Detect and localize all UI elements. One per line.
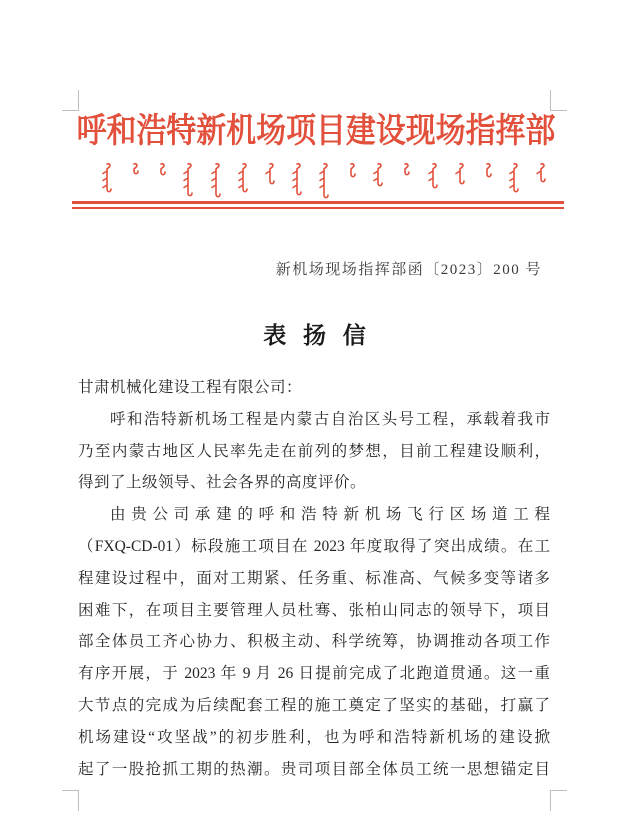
mongolian-word-glyph [480, 163, 494, 180]
mongolian-word-glyph [181, 163, 195, 199]
mongolian-word-glyph [344, 163, 358, 180]
document-number: 新机场现场指挥部函〔2023〕200 号 [275, 262, 542, 278]
letterhead-title-text: 呼和浩特新机场项目建设现场指挥部 [76, 113, 555, 150]
mongolian-word-glyph [317, 163, 331, 201]
mongolian-word-glyph [100, 163, 114, 195]
body-line: 起了一股抢抓工期的热潮。贵司项目部全体员工统一思想锚定目 [78, 760, 550, 778]
body-line: 乃至内蒙古地区人民率先走在前列的梦想，目前工程建设顺利， [78, 442, 550, 460]
mongolian-word-glyph [426, 163, 440, 191]
letterhead-mongolian-script [100, 163, 548, 203]
mongolian-word-glyph [371, 163, 385, 189]
body-line: 程建设过程中，面对工期紧、任务重、标准高、气候多变等诸多 [78, 569, 550, 587]
mongolian-word-glyph [290, 163, 304, 198]
body-line: 呼和浩特新机场工程是内蒙古自治区头号工程，承载着我市 [110, 410, 550, 428]
body-line: （FXQ-CD-01）标段施工项目在 2023 年度取得了突出成绩。在工 [78, 537, 550, 555]
letter-body [78, 372, 550, 785]
body-line: 机场建设“攻坚战”的初步胜利，也为呼和浩特新机场的建设掀 [78, 728, 550, 746]
mongolian-word-glyph [236, 163, 250, 195]
letterhead-double-rule [72, 201, 564, 209]
mongolian-word-glyph [263, 163, 277, 187]
body-line: 部全体员工齐心协力、积极主动、科学统筹，协调推动各项工作 [78, 633, 550, 651]
mongolian-word-glyph [507, 163, 521, 195]
body-line: 困难下，在项目主要管理人员杜骞、张柏山同志的领导下，项目 [78, 601, 550, 619]
mongolian-word-glyph [398, 163, 412, 178]
body-line: 大节点的完成为后续配套工程的施工奠定了坚实的基础，打赢了 [78, 696, 550, 714]
margin-corner-mark-bottom-left [62, 790, 79, 811]
letterhead-title [0, 103, 631, 152]
body-line: 得到了上级领导、社会各界的高度评价。 [78, 474, 367, 492]
mongolian-word-glyph [453, 163, 467, 187]
mongolian-word-glyph [127, 163, 141, 177]
mongolian-word-glyph [154, 163, 168, 178]
body-line: 由贵公司承建的呼和浩特新机场飞行区场道工程 [110, 506, 550, 524]
mongolian-word-glyph [209, 163, 223, 200]
body-line: 有序开展，于 2023 年 9 月 26 日提前完成了北跑道贯通。这一重 [78, 665, 550, 683]
mongolian-word-glyph [534, 163, 548, 185]
body-line: 甘肃机械化建设工程有限公司： [78, 379, 303, 396]
letter-title: 表 扬 信 [263, 323, 368, 348]
margin-corner-mark-bottom-right [550, 790, 567, 811]
